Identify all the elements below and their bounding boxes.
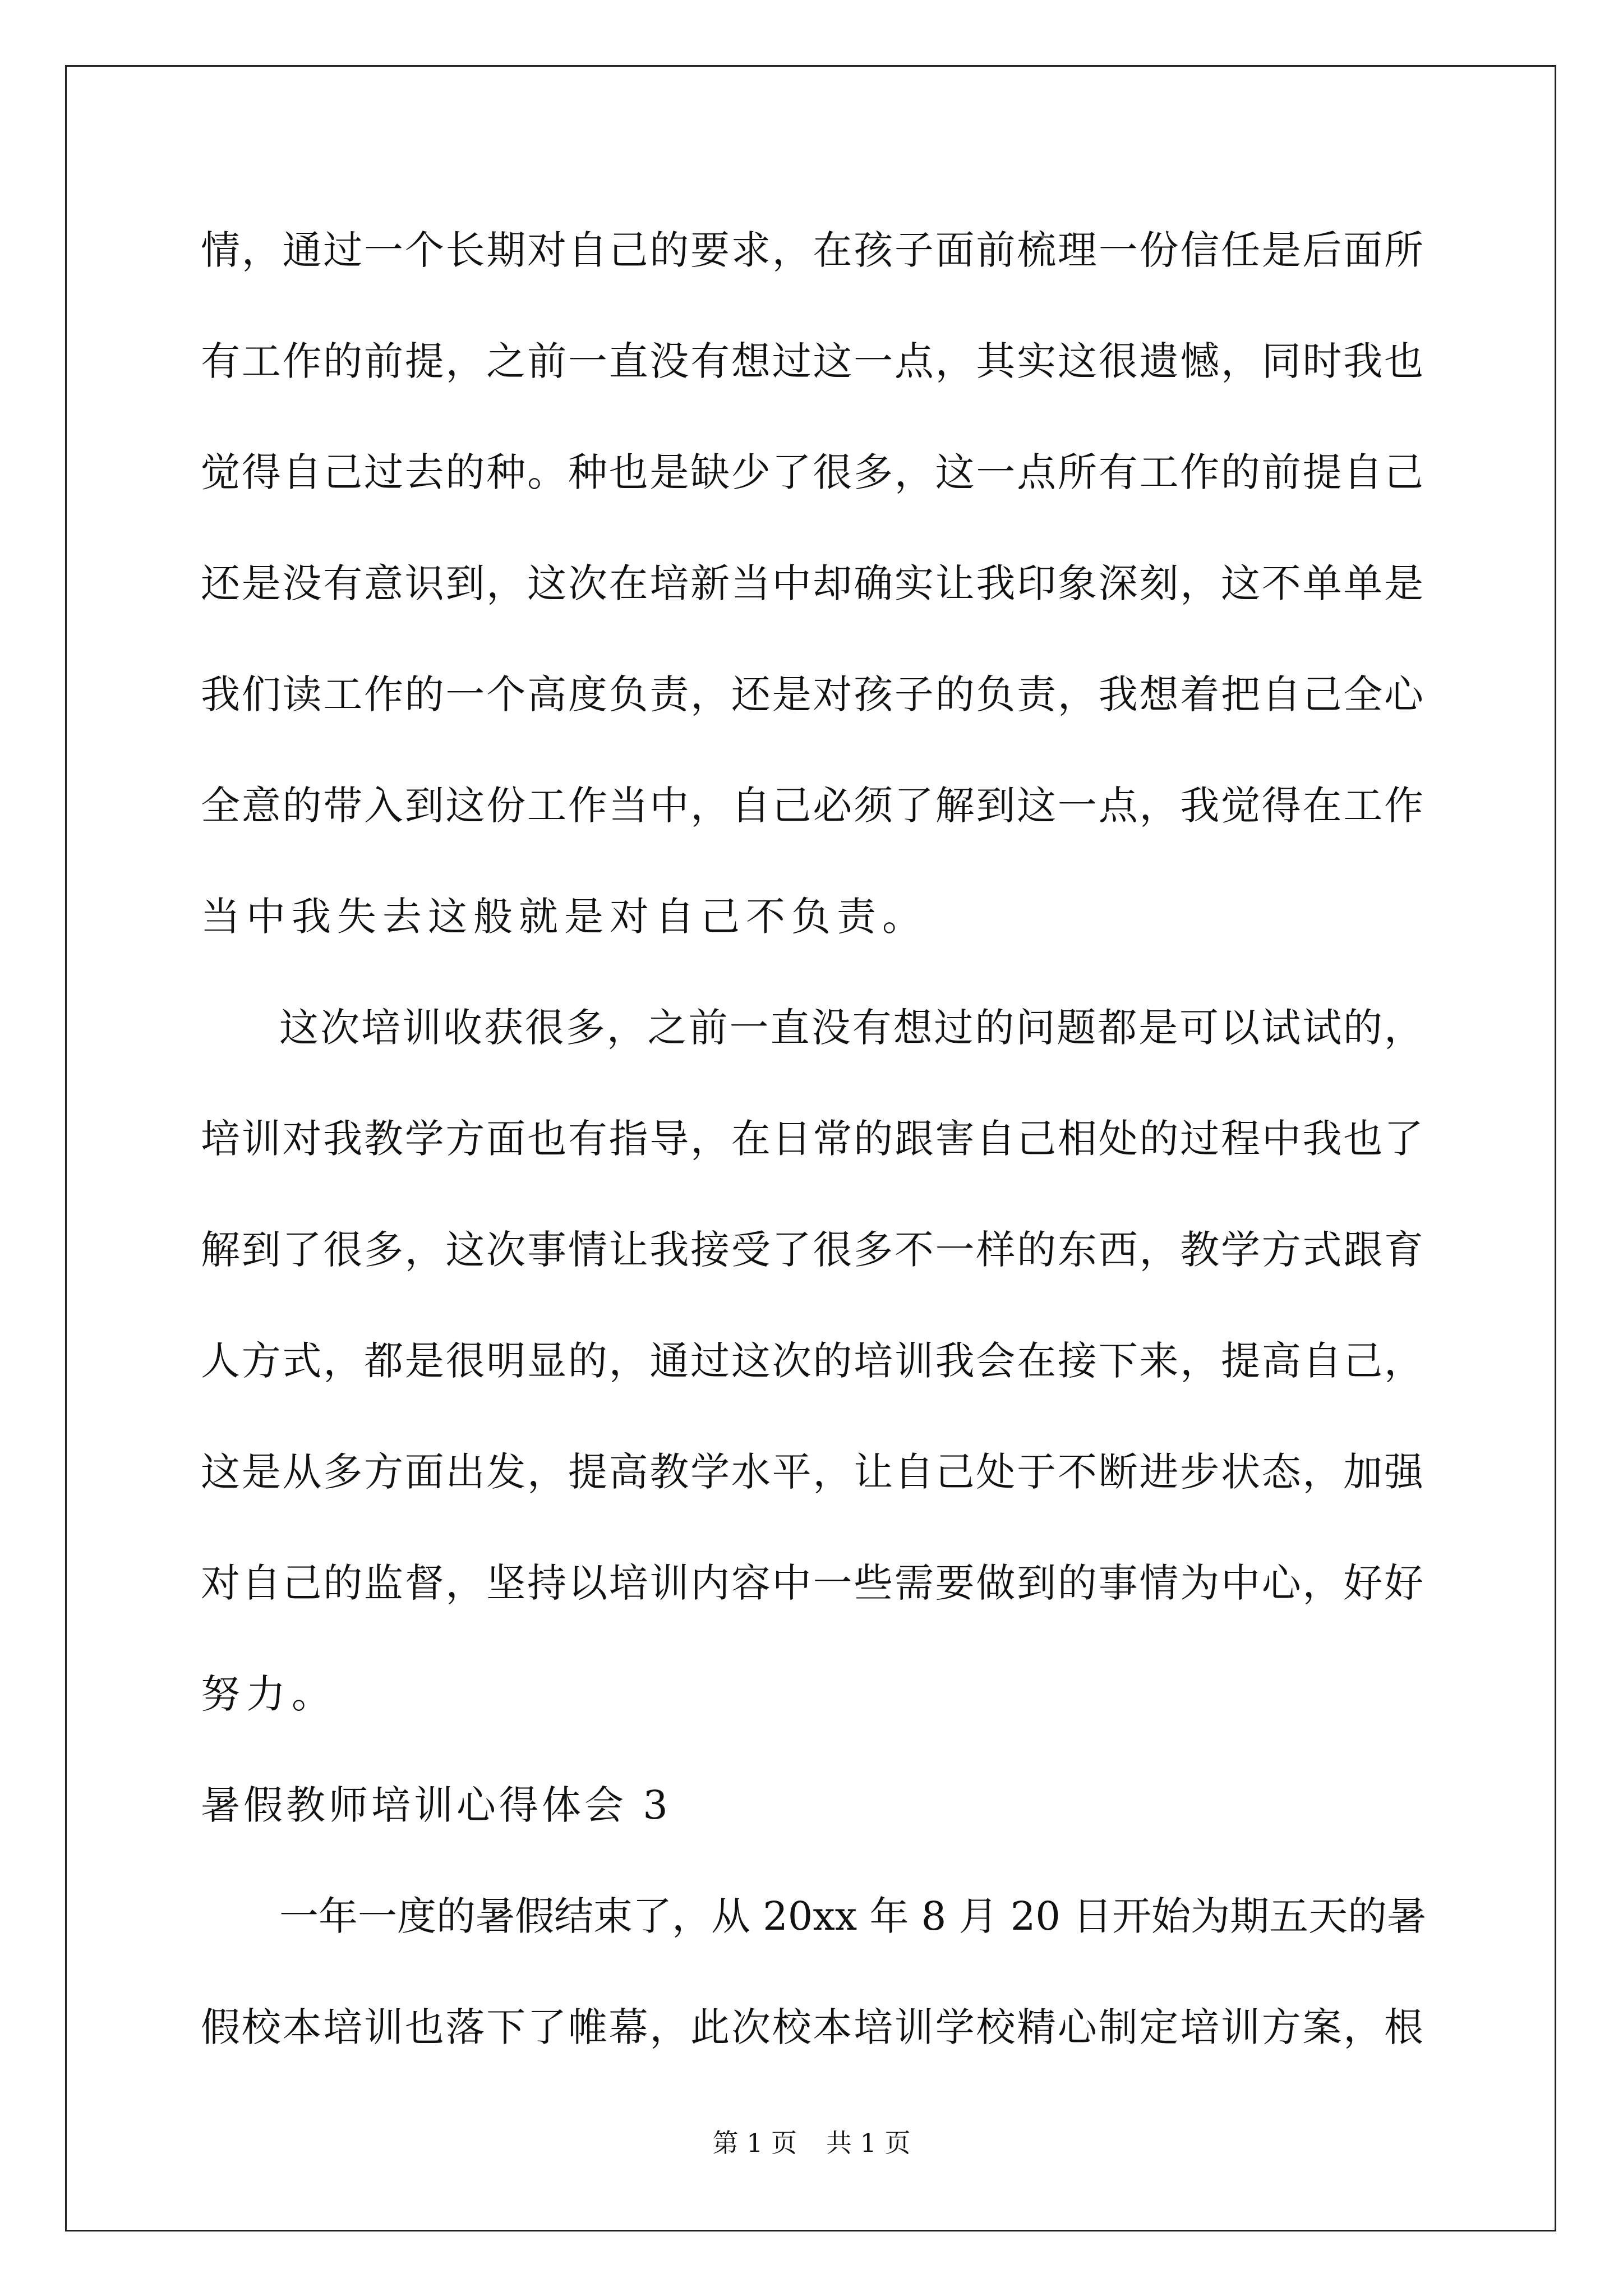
paragraph-line: 努力。 — [201, 1671, 337, 1717]
section-heading: 暑假教师培训心得体会 3 — [201, 1782, 671, 1828]
paragraph-line: 这是从多方面出发，提高教学水平，让自己处于不断进步状态，加强 — [201, 1449, 1423, 1495]
paragraph-line: 这次培训收获很多，之前一直没有想过的问题都是可以试试的， — [279, 1005, 1423, 1051]
paragraph-line: 我们读工作的一个高度负责，还是对孩子的负责，我想着把自己全心 — [201, 671, 1423, 717]
page-total: 共 1 页 — [826, 2128, 911, 2158]
page-number: 第 1 页 — [712, 2128, 797, 2158]
paragraph-line: 情，通过一个长期对自己的要求，在孩子面前梳理一份信任是后面所 — [201, 227, 1423, 273]
paragraph-line: 当中我失去这般就是对自己不负责。 — [201, 894, 928, 940]
paragraph-line: 人方式，都是很明显的，通过这次的培训我会在接下来，提高自己， — [201, 1338, 1423, 1384]
page-footer — [0, 2126, 1623, 2160]
paragraph-line: 培训对我教学方面也有指导，在日常的跟害自己相处的过程中我也了 — [201, 1116, 1423, 1162]
paragraph-line: 假校本培训也落下了帷幕，此次校本培训学校精心制定培训方案，根 — [201, 2004, 1423, 2050]
paragraph-line: 觉得自己过去的种。种也是缺少了很多，这一点所有工作的前提自己 — [201, 449, 1423, 495]
paragraph-line: 解到了很多，这次事情让我接受了很多不一样的东西，教学方式跟育 — [201, 1227, 1423, 1273]
paragraph-line: 一年一度的暑假结束了，从 20xx 年 8 月 20 日开始为期五天的暑 — [279, 1893, 1427, 1939]
paragraph-line: 对自己的监督，坚持以培训内容中一些需要做到的事情为中心，好好 — [201, 1560, 1423, 1606]
paragraph-line: 全意的带入到这份工作当中，自己必须了解到这一点，我觉得在工作 — [201, 783, 1423, 829]
paragraph-line: 有工作的前提，之前一直没有想过这一点，其实这很遗憾，同时我也 — [201, 338, 1423, 384]
paragraph-line: 还是没有意识到，这次在培新当中却确实让我印象深刻，这不单单是 — [201, 560, 1423, 606]
